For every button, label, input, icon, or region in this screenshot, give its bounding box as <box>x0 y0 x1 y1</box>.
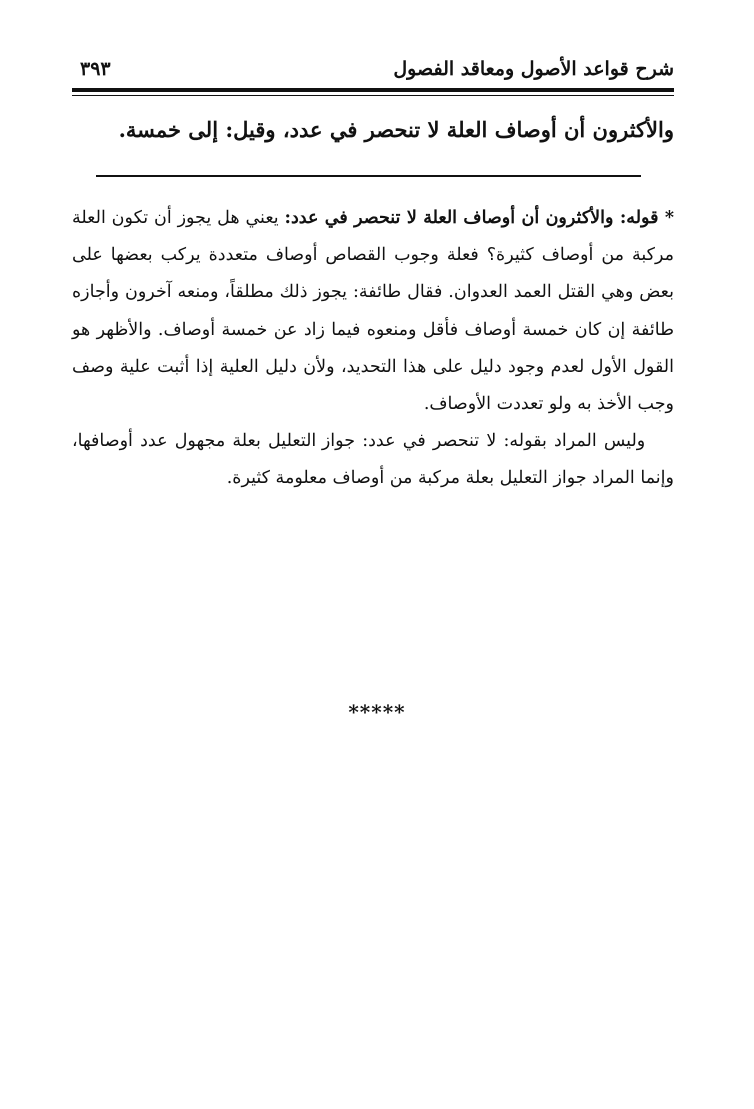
paragraph-1-lead: * قوله: والأكثرون أن أوصاف العلة لا تنحصر في عدد: <box>284 208 674 228</box>
matn-separator <box>96 175 641 177</box>
paragraph-1-body: يعني هل يجوز أن تكون العلة مركبة من أوصاف كثيرة؟ فعلة وجوب القصاص أوصاف متعددة يركب بعضها على بعض وهي القتل العمد العدوان. فقال طائفة: يجوز ذلك مطلقاً، ومنعه آخرون وأجازه طائفة إن كان خمسة أوصاف فأقل ومنعوه فيما زاد عن خمسة أوصاف. والأظهر هو القول الأول لعدم وجود دليل على هذا التحديد، ولأن دليل العلية إذا أثبت علية وصف وجب الأخذ به ولو تعددت الأوصاف. <box>72 208 674 415</box>
header-rule-thin <box>72 95 674 96</box>
paragraph-2-lead: وليس المراد بقوله: لا تنحصر في عدد: <box>362 431 646 452</box>
matn-text: والأكثرون أن أوصاف العلة لا تنحصر في عدد، وقيل: إلى خمسة. <box>118 117 674 142</box>
commentary-paragraph-1 <box>72 200 674 423</box>
paragraph-2-body: جواز التعليل بعلة مجهول عدد أوصافها، وإنما المراد جواز التعليل بعلة مركبة من أوصاف معلومة كثيرة. <box>72 431 674 489</box>
header-rule-thick <box>72 88 674 92</box>
commentary-paragraph-2 <box>72 423 674 497</box>
commentary <box>72 200 674 498</box>
section-end-marker: ***** <box>348 700 406 724</box>
page-number: ٣٩٣ <box>80 58 111 80</box>
running-header <box>72 56 674 86</box>
book-title: شرح قواعد الأصول ومعاقد الفصول <box>393 58 674 80</box>
